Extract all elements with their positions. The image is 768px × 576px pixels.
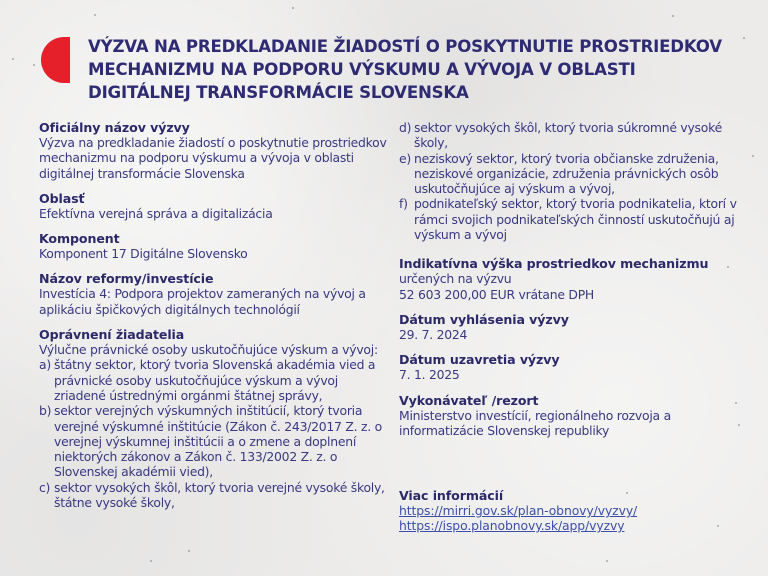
section-close-date [399, 352, 749, 382]
right-column [399, 120, 749, 544]
amount-label: Indikatívna výška prostriedkov mechanizmu [399, 256, 709, 272]
applicants-label: Oprávnení žiadatelia [39, 327, 185, 343]
speck [33, 64, 35, 66]
close-date-label: Dátum uzavretia výzvy [399, 352, 560, 368]
executor-label: Vykonávateľ /rezort [399, 392, 539, 408]
left-column [39, 120, 391, 520]
list-marker: e) [399, 150, 411, 166]
list-item [399, 151, 749, 197]
speck [752, 155, 754, 157]
section-announce-date [399, 312, 749, 342]
section-applicants [39, 327, 391, 510]
list-item-text: štátny sektor, ktorý tvoria Slovenská akadémia vied a právnické osoby uskutočňujúce výskum a vývoj zriadené ústrednými orgánmi štátnej správy, [54, 357, 376, 403]
title-line: VÝZVA NA PREDKLADANIE ŽIADOSTÍ O POSKYTNUTIE PROSTRIEDKOV [88, 37, 722, 56]
section-amount [399, 256, 749, 302]
ispo-link[interactable]: https://ispo.planobnovy.sk/app/vyzvy [399, 518, 625, 534]
amount-sublabel: určených na výzvu [399, 271, 512, 287]
area-value: Efektívna verejná správa a digitalizácia [39, 205, 273, 221]
section-more-info [399, 488, 749, 534]
list-item [39, 357, 391, 403]
speck [150, 560, 152, 562]
reform-value: Investícia 4: Podpora projektov zameraných na vývoj a aplikáciu špičkových digitálnych technológií [39, 286, 366, 317]
announce-date-label: Dátum vyhlásenia výzvy [399, 311, 569, 327]
list-marker: f) [399, 196, 408, 212]
close-date-value: 7. 1. 2025 [399, 367, 460, 383]
speck [188, 550, 190, 552]
list-item [399, 120, 749, 151]
list-item-text: sektor vysokých škôl, ktorý tvoria verejné vysoké školy, štátne vysoké školy, [54, 479, 385, 511]
applicants-list [39, 357, 391, 510]
speck [94, 14, 96, 16]
section-component [39, 231, 391, 261]
list-item [39, 403, 391, 479]
list-item-text: sektor verejných výskumných inštitúcií, ktorý tvoria verejné výskumné inštitúcie (Zákon č. 243/2017 Z. z. o verejnej výskumnej inštitúcii a o zmene a doplnení niektorých zákonov a Zákon č. 133/2002 Z. z. o Slovenskej akadémii vied), [54, 403, 382, 480]
title-line: MECHANIZMU NA PODPORU VÝSKUMU A VÝVOJA V OBLASTI [88, 60, 636, 79]
amount-value: 52 603 200,00 EUR vrátane DPH [399, 286, 594, 302]
speck [672, 15, 674, 17]
applicants-list-continued [399, 120, 749, 242]
section-official-name [39, 120, 391, 181]
more-info-label: Viac informácií [399, 488, 504, 504]
announce-date-value: 29. 7. 2024 [399, 326, 468, 342]
section-applicants-continued [399, 120, 749, 242]
page-title [88, 35, 748, 104]
area-label: Oblasť [39, 190, 85, 206]
section-area [39, 191, 391, 221]
speck [292, 7, 294, 9]
red-half-circle-logo [41, 37, 70, 83]
section-reform [39, 271, 391, 317]
list-marker: a) [39, 357, 51, 373]
mirri-link[interactable]: https://mirri.gov.sk/plan-obnovy/vyzvy/ [399, 503, 638, 519]
executor-value: Ministerstvo investícií, regionálneho rozvoja a informatizácie Slovenskej republiky [399, 407, 671, 438]
list-item-text: podnikateľský sektor, ktorý tvoria podnikatelia, ktorí v rámci svojich podnikateľských činností uskutočňujú aj výskum a vývoj [414, 196, 737, 243]
speck [12, 58, 14, 60]
official-name-label: Oficiálny názov výzvy [39, 120, 190, 135]
list-marker: c) [39, 479, 51, 495]
section-executor [399, 393, 749, 439]
official-name-value: Výzva na predkladanie žiadostí o poskytnutie prostriedkov mechanizmu na podporu výskumu a vývoja v oblasti digitálnej transformácie Slovenska [39, 135, 387, 181]
component-value: Komponent 17 Digitálne Slovensko [39, 246, 248, 262]
list-item-text: sektor vysokých škôl, ktorý tvoria súkromné vysoké školy, [414, 120, 722, 151]
speck [606, 560, 608, 562]
list-item-text: neziskový sektor, ktorý tvoria občianske združenia, neziskové organizácie, združenia právnických osôb uskutočňujúce aj výskum a vývoj, [414, 150, 719, 197]
list-item [399, 196, 749, 242]
list-item [39, 480, 391, 511]
list-marker: b) [39, 403, 52, 419]
list-marker: d) [399, 120, 412, 135]
component-label: Komponent [39, 231, 120, 247]
applicants-intro: Výlučne právnické osoby uskutočňujúce výskum a vývoj: [39, 342, 378, 358]
reform-label: Názov reformy/investície [39, 271, 214, 287]
title-line: DIGITÁLNEJ TRANSFORMÁCIE SLOVENSKA [88, 83, 469, 102]
